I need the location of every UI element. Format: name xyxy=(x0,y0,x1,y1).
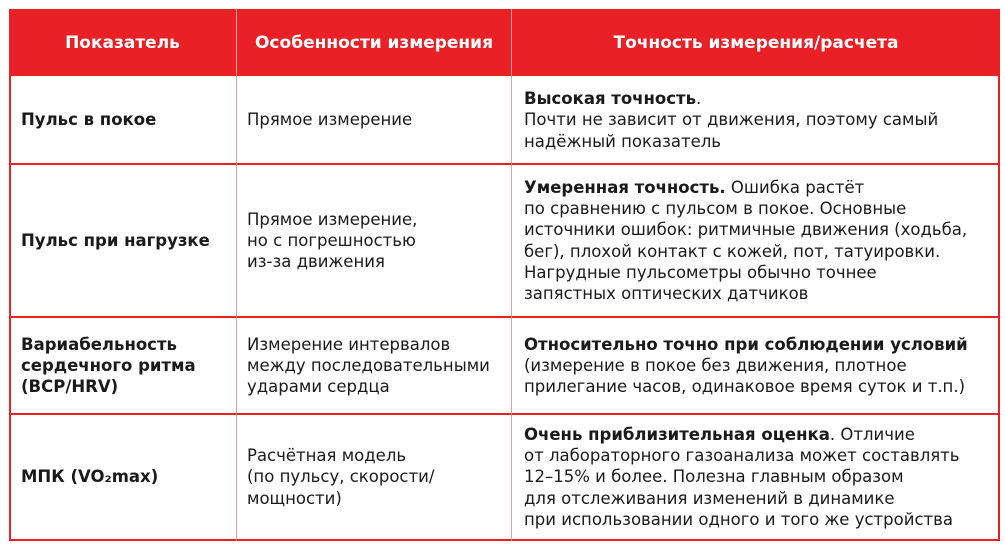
accuracy-cell xyxy=(524,318,994,413)
measurement-text: мощности) xyxy=(247,488,342,508)
accuracy-rating: Очень приблизительная оценка xyxy=(524,424,830,444)
accuracy-text: Нагрудные пульсометры обычно точнее xyxy=(524,262,877,282)
accuracy-tail: . Отличие xyxy=(829,424,915,444)
indicator-cell xyxy=(21,415,231,539)
accuracy-rating: Относительно точно при соблюдении условий xyxy=(524,334,968,354)
accuracy-text: при использовании одного и того же устройства xyxy=(524,509,953,529)
accuracy-first-line xyxy=(524,424,994,445)
indicator-text: Пульс при нагрузке xyxy=(21,230,210,250)
indicator-text: (ВСР/HRV) xyxy=(21,377,119,397)
indicator-text: Вариабельность xyxy=(21,334,177,354)
table-row xyxy=(9,318,1000,413)
accuracy-tail: . xyxy=(696,89,702,109)
table-row xyxy=(9,76,1000,164)
accuracy-cell xyxy=(524,165,994,316)
column-divider xyxy=(236,76,237,541)
table-row xyxy=(9,165,1000,316)
indicator-text: сердечного ритма xyxy=(21,355,196,375)
accuracy-text: 12–15% и более. Полезна главным образом xyxy=(524,467,904,487)
header-accuracy: Точность измерения/расчета xyxy=(613,32,899,53)
measurement-text: Расчётная модель xyxy=(247,446,407,466)
measurement-cell xyxy=(247,318,509,413)
accuracy-first-line xyxy=(524,177,994,198)
accuracy-text: от лабораторного газоанализа может составлять xyxy=(524,446,960,466)
measurement-text: между последовательными xyxy=(247,355,490,375)
column-divider xyxy=(511,76,512,541)
accuracy-text: по сравнению с пульсом в покое. Основные xyxy=(524,198,907,218)
accuracy-text: для отслеживания изменений в динамике xyxy=(524,488,895,508)
measurement-cell xyxy=(247,165,509,316)
indicator-cell xyxy=(21,76,231,164)
indicator-cell xyxy=(21,318,231,413)
indicator-cell xyxy=(21,165,231,316)
accuracy-tail: Ошибка растёт xyxy=(725,177,865,197)
accuracy-first-line xyxy=(524,88,994,109)
table-row xyxy=(9,415,1000,539)
table-header xyxy=(9,9,1000,76)
accuracy-text: запястных оптических датчиков xyxy=(524,284,809,304)
accuracy-rating: Умеренная точность. xyxy=(524,177,726,197)
accuracy-first-line xyxy=(524,334,994,355)
accuracy-rating: Высокая точность xyxy=(524,89,697,109)
measurement-text: ударами сердца xyxy=(247,377,390,397)
comparison-table xyxy=(9,9,1000,541)
accuracy-text: источники ошибок: ритмичные движения (ходьба, xyxy=(524,220,968,240)
indicator-text: МПК (VO₂max) xyxy=(21,467,159,487)
table-left-border xyxy=(9,9,11,541)
accuracy-cell xyxy=(524,415,994,539)
header-indicator: Показатель xyxy=(65,32,180,53)
accuracy-text: Почти не зависит от движения, поэтому самый xyxy=(524,110,939,130)
measurement-text: Прямое измерение xyxy=(247,110,413,130)
accuracy-cell xyxy=(524,76,994,164)
measurement-cell xyxy=(247,76,509,164)
table-right-border xyxy=(998,9,1000,541)
measurement-text: но с погрешностью xyxy=(247,230,416,250)
measurement-text: из-за движения xyxy=(247,252,385,272)
accuracy-text: надёжный показатель xyxy=(524,131,721,151)
measurement-cell xyxy=(247,415,509,539)
accuracy-text: прилегание часов, одинаковое время суток и т.п.) xyxy=(524,377,966,397)
table-bottom-border xyxy=(9,539,1000,541)
accuracy-text: бег), плохой контакт с кожей, пот, татуировки. xyxy=(524,241,941,261)
measurement-text: Измерение интервалов xyxy=(247,334,451,354)
indicator-text: Пульс в покое xyxy=(21,110,157,130)
accuracy-text: (измерение в покое без движения, плотное xyxy=(524,355,907,375)
measurement-text: Прямое измерение, xyxy=(247,209,418,229)
measurement-text: (по пульсу, скорости/ xyxy=(247,467,435,487)
header-measurement: Особенности измерения xyxy=(254,32,494,53)
